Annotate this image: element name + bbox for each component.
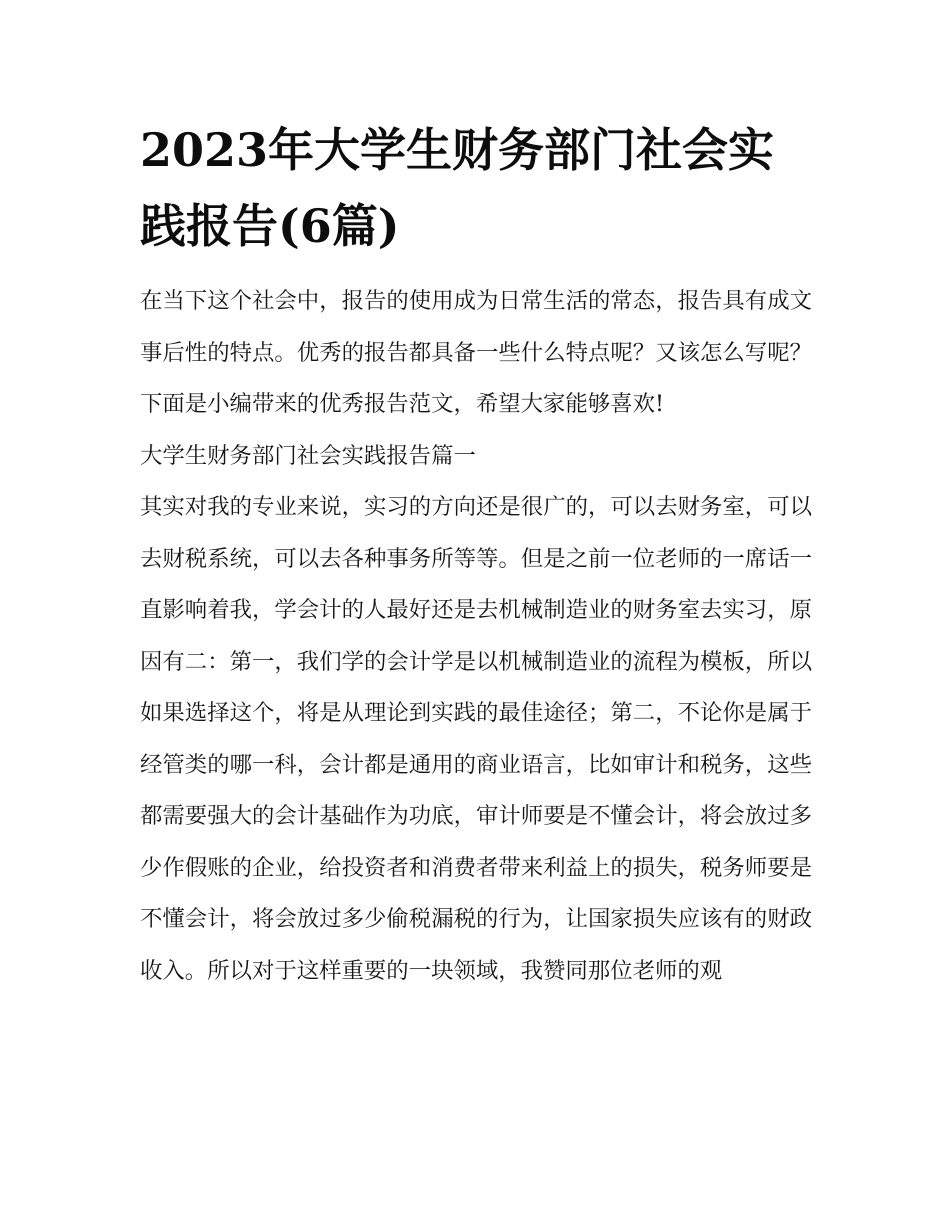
document-content (140, 276, 812, 997)
body-paragraph: 其实对我的专业来说，实习的方向还是很广的，可以去财务室，可以去财税系统，可以去各种事务所等等。但是之前一位老师的一席话一直影响着我，学会计的人最好还是去机械制造业的财务室去实习，原因有二：第一，我们学的会计学是以机械制造业的流程为模板，所以如果选择这个，将是从理论到实践的最佳途径；第二，不论你是属于经管类的哪一科，会计都是通用的商业语言，比如审计和税务，这些都需要强大的会计基础作为功底，审计师要是不懂会计，将会放过多少作假账的企业，给投资者和消费者带来利益上的损失，税务师要是不懂会计，将会放过多少偷税漏税的行为，让国家损失应该有的财政收入。所以对于这样重要的一块领域，我赞同那位老师的观 (140, 494, 812, 984)
document-title: 2023年大学生财务部门社会实践报告(6篇) (140, 123, 775, 253)
section-heading: 大学生财务部门社会实践报告篇一 (140, 442, 476, 469)
intro-paragraph: 在当下这个社会中，报告的使用成为日常生活的常态，报告具有成文事后性的特点。优秀的报告都具备一些什么特点呢？又该怎么写呢？下面是小编带来的优秀报告范文，希望大家能够喜欢! (140, 288, 812, 417)
